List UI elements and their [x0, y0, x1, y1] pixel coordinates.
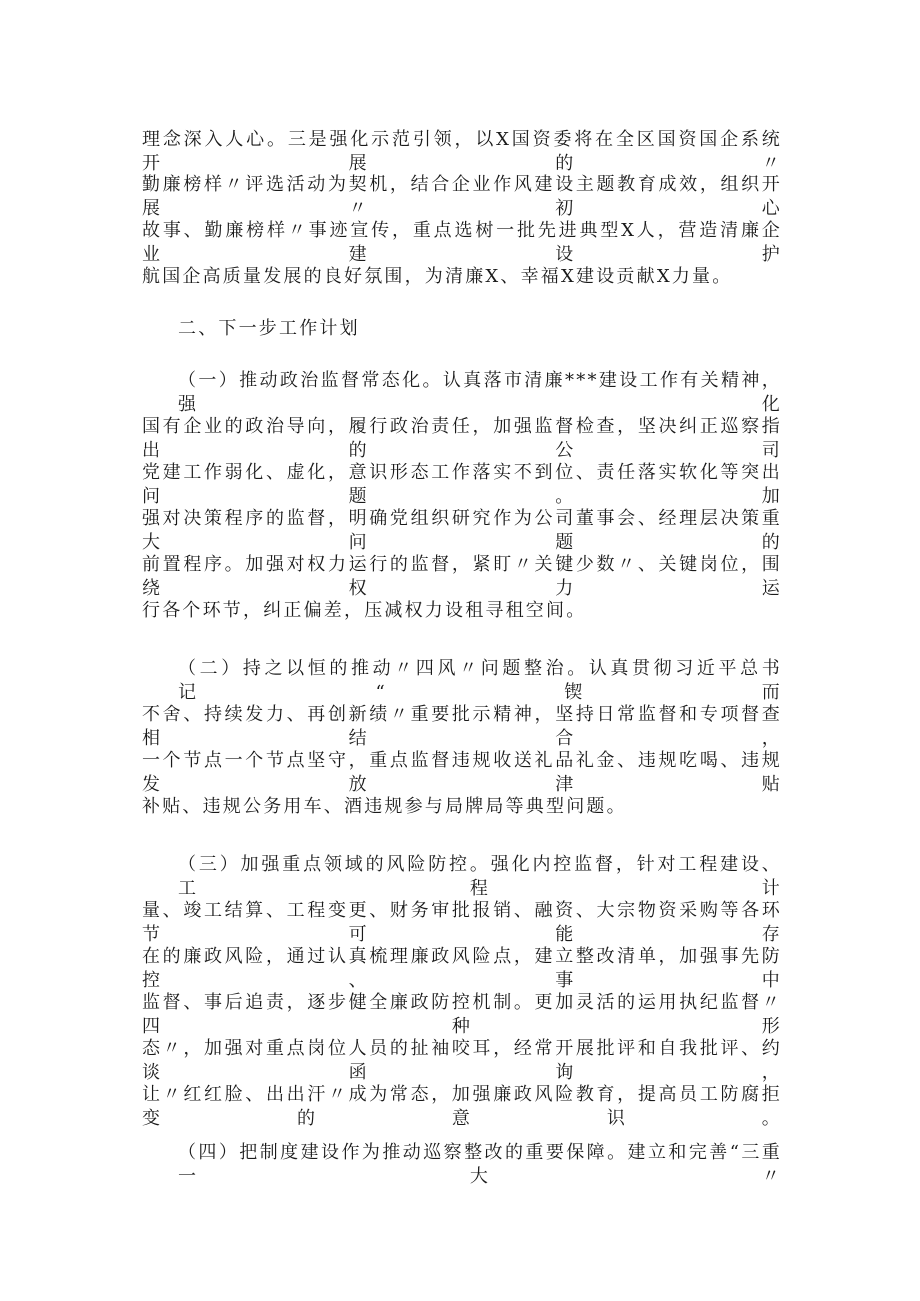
section-heading: 二、下一步工作计划: [178, 318, 360, 339]
paragraph-1-line-5: 前置程序。加强对权力运行的监督，紧盯〃关键少数〃、关键岗位，围绕权力运: [142, 554, 782, 599]
paragraph-4-line-1: （四）把制度建设作为推动巡察整改的重要保障。建立和完善“三重一大〃: [178, 1142, 782, 1187]
paragraph-3-line-5: 态〃，加强对重点岗位人员的扯袖咬耳，经常开展批评和自我批评、约谈函询，: [142, 1038, 782, 1083]
paragraph-0-line-1: 理念深入人心。三是强化示范引领，以X国资委将在全区国资国企系统开展的〃: [142, 129, 782, 174]
paragraph-3-line-6: 让〃红红脸、出出汗〃成为常态，加强廉政风险教育，提高员工防腐拒变的意识。: [142, 1084, 782, 1129]
paragraph-1-line-1: （一）推动政治监督常态化。认真落市清廉***建设工作有关精神，强化: [178, 370, 782, 415]
paragraph-0-line-4: 航国企高质量发展的良好氛围，为清廉X、幸福X建设贡献X力量。: [142, 266, 733, 287]
paragraph-3-line-2: 量、竣工结算、工程变更、财务审批报销、融资、大宗物资采购等各环节可能存: [142, 900, 782, 945]
paragraph-3-line-1: （三）加强重点领域的风险防控。强化内控监督，针对工程建设、工程计: [178, 854, 782, 899]
paragraph-0-line-3: 故事、勤廉榜样〃事迹宣传，重点选树一批先进典型X人，营造清廉企业建设护: [142, 220, 782, 265]
paragraph-2-line-1: （二）持之以恒的推动〃四风〃问题整治。认真贯彻习近平总书记“锲而: [178, 658, 782, 703]
paragraph-1-line-6: 行各个环节，纠正偏差，压减权力设租寻租空间。: [142, 600, 587, 621]
paragraph-2-line-2: 不舍、持续发力、再创新绩〃重要批示精神，坚持日常监督和专项督查相结合，: [142, 704, 782, 749]
paragraph-3-line-3: 在的廉政风险，通过认真梳理廉政风险点，建立整改清单，加强事先防控、事中: [142, 946, 782, 991]
paragraph-3-line-4: 监督、事后追责，逐步健全廉政防控机制。更加灵活的运用执纪监督〃四种形: [142, 992, 782, 1037]
paragraph-0-line-2: 勤廉榜样〃评选活动为契机，结合企业作风建设主题教育成效，组织开展〃初心: [142, 174, 782, 219]
paragraph-2-line-3: 一个节点一个节点坚守，重点监督违规收送礼品礼金、违规吃喝、违规发放津贴: [142, 750, 782, 795]
paragraph-1-line-3: 党建工作弱化、虚化，意识形态工作落实不到位、责任落实软化等突出问题。加: [142, 462, 782, 507]
paragraph-2-line-4: 补贴、违规公务用车、酒违规参与局牌局等典型问题。: [142, 796, 627, 817]
paragraph-1-line-4: 强对决策程序的监督，明确党组织研究作为公司董事会、经理层决策重大问题的: [142, 508, 782, 553]
paragraph-1-line-2: 国有企业的政治导向，履行政治责任，加强监督检查，坚决纠正巡察指出的公司: [142, 416, 782, 461]
